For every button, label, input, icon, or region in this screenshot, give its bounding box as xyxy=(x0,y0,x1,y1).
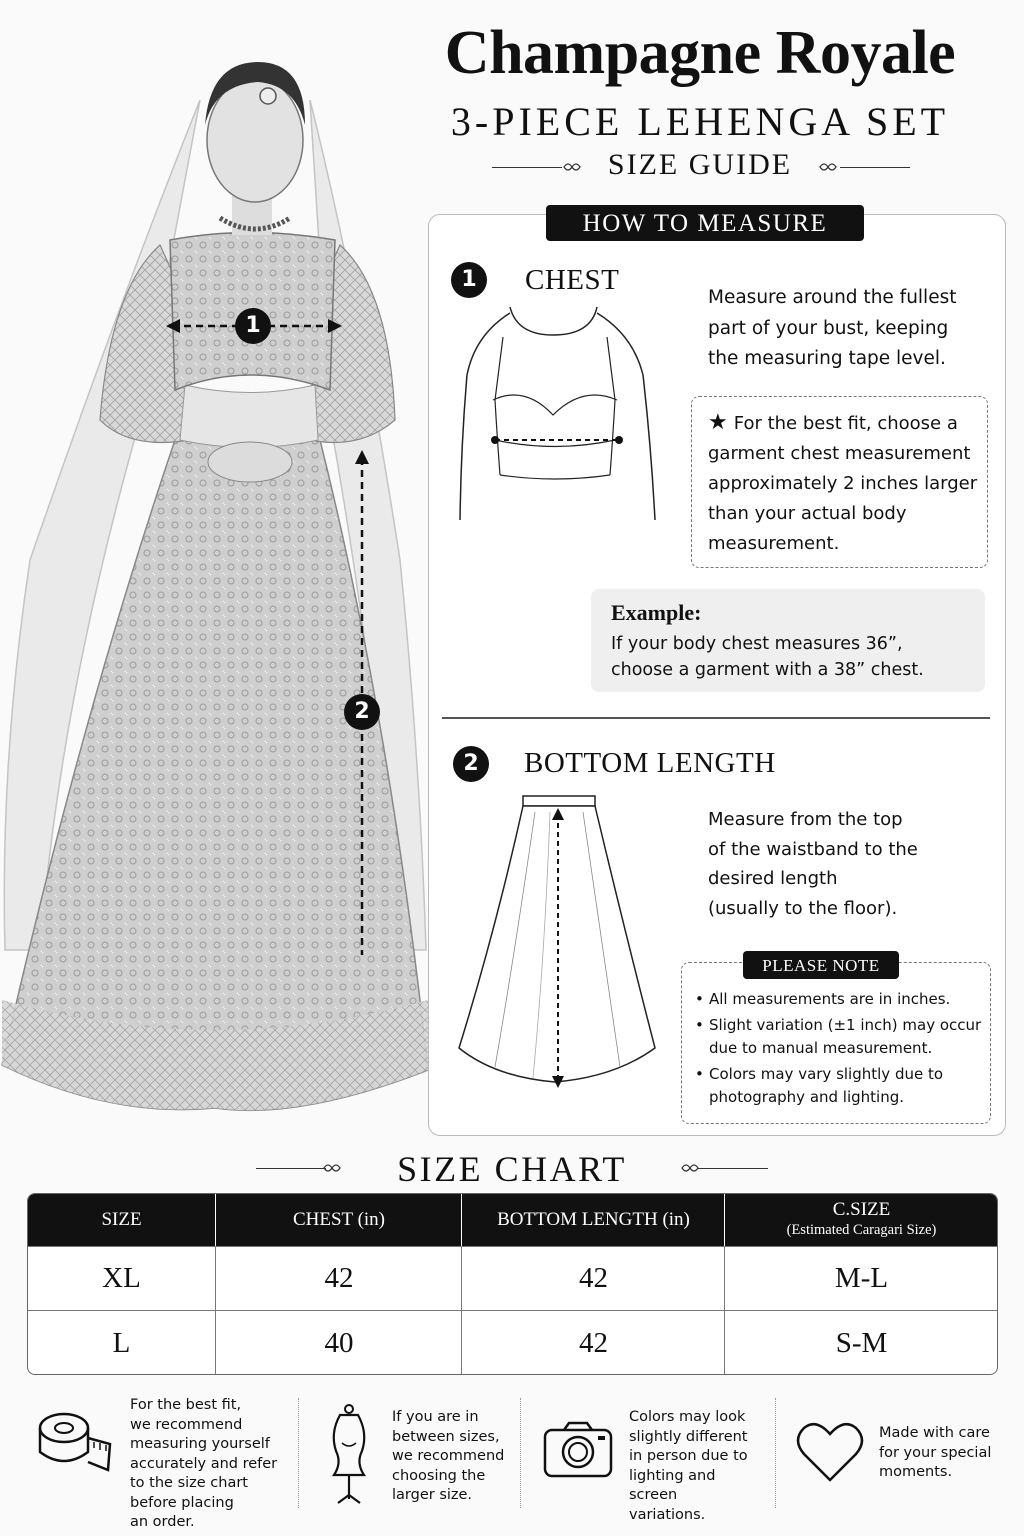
size-chart-title: SIZE CHART xyxy=(397,1149,627,1189)
footer-made-with-care: Made with care for your special moments. xyxy=(879,1425,992,1480)
best-fit-tip: ★ For the best fit, choose a garment chest measurement approximately 2 inches larger than your actual body measurement. xyxy=(708,410,978,554)
how-to-measure-badge: HOW TO MEASURE xyxy=(546,205,864,241)
note-item: • Slight variation (±1 inch) may occur due to manual measurement. xyxy=(693,1014,983,1060)
footer-separator xyxy=(298,1398,299,1508)
please-note-list xyxy=(693,988,983,1112)
footer-separator xyxy=(775,1398,776,1508)
chest-step-number: 1 xyxy=(451,262,487,298)
size-chart-table xyxy=(27,1193,998,1375)
note-item: • Colors may vary slightly due to photography and lighting. xyxy=(693,1063,983,1109)
measuring-tape-icon xyxy=(38,1408,114,1480)
bottom-length-step-number: 2 xyxy=(453,746,489,782)
camera-icon xyxy=(542,1420,614,1480)
ornament-icon xyxy=(818,160,838,174)
dress-form-icon xyxy=(328,1403,370,1505)
header-size: SIZE xyxy=(101,1209,142,1230)
note-item: • All measurements are in inches. xyxy=(693,988,983,1011)
table-row: L 40 42 S-M xyxy=(28,1310,997,1375)
bottom-length-marker: 2 xyxy=(344,694,380,730)
header-csize: C.SIZE (Estimated Caragari Size) xyxy=(724,1194,998,1246)
header-bottom-length: BOTTOM LENGTH (in) xyxy=(461,1194,725,1246)
chest-marker: 1 xyxy=(235,308,271,344)
footer-tip-measure: For the best fit, we recommend measuring yourself accurately and refer to the size chart before placing an order. xyxy=(130,1397,278,1530)
ornament-icon xyxy=(680,1161,700,1175)
header-chest: CHEST (in) xyxy=(215,1194,462,1246)
chest-title: CHEST xyxy=(525,264,620,296)
size-guide-label: SIZE GUIDE xyxy=(607,148,793,181)
page-subtitle: 3-PIECE LEHENGA SET xyxy=(450,99,950,144)
star-icon: ★ xyxy=(708,410,728,435)
size-guide-heading xyxy=(480,148,920,188)
table-row: XL 42 42 M-L xyxy=(28,1246,997,1310)
section-divider xyxy=(442,717,990,719)
model-illustration xyxy=(0,55,430,1125)
footer-separator xyxy=(520,1398,521,1508)
table-header-row xyxy=(28,1194,997,1246)
please-note-badge: PLEASE NOTE xyxy=(743,951,899,979)
size-chart-heading xyxy=(250,1148,774,1188)
footer-tip-colors: Colors may look slightly different in person due to lighting and screen variations. xyxy=(629,1409,748,1523)
example-title: Example: xyxy=(611,600,702,625)
skirt-diagram xyxy=(455,792,660,1094)
example-text: If your body chest measures 36”, choose a garment with a 38” chest. xyxy=(611,634,924,680)
chest-diagram xyxy=(455,305,660,525)
bottom-length-instructions: Measure from the top of the waistband to the desired length (usually to the floor). xyxy=(708,809,918,919)
chest-instructions: Measure around the fullest part of your bust, keeping the measuring tape level. xyxy=(708,287,957,369)
heart-icon xyxy=(796,1420,864,1484)
bottom-length-title: BOTTOM LENGTH xyxy=(524,747,776,779)
footer-tip-between-sizes: If you are in between sizes, we recommend choosing the larger size. xyxy=(392,1409,505,1503)
page-title: Champagne Royale xyxy=(444,19,956,87)
